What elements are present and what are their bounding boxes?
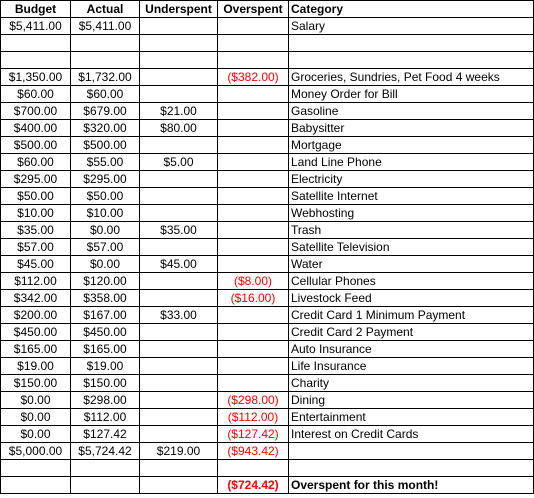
category-cell[interactable]: Electricity xyxy=(289,171,534,188)
actual-cell[interactable]: $10.00 xyxy=(71,205,140,222)
category-cell[interactable]: Gasoline xyxy=(289,103,534,120)
category-cell[interactable]: Satellite Television xyxy=(289,239,534,256)
budget-cell[interactable]: $50.00 xyxy=(1,188,71,205)
underspent-cell[interactable] xyxy=(140,409,218,426)
underspent-cell[interactable]: $21.00 xyxy=(140,103,218,120)
overspent-cell[interactable] xyxy=(218,171,289,188)
table-row xyxy=(1,222,534,239)
table-row xyxy=(1,86,534,103)
actual-cell[interactable] xyxy=(71,52,140,69)
table-row xyxy=(1,52,534,69)
budget-cell[interactable]: $0.00 xyxy=(1,426,71,443)
overspent-cell[interactable] xyxy=(218,18,289,35)
category-cell[interactable] xyxy=(289,35,534,52)
summary-budget-cell[interactable] xyxy=(1,477,71,494)
table-row xyxy=(1,307,534,324)
header-category[interactable]: Category xyxy=(289,1,534,18)
underspent-cell[interactable] xyxy=(140,341,218,358)
table-row xyxy=(1,341,534,358)
underspent-cell[interactable]: $33.00 xyxy=(140,307,218,324)
budget-cell[interactable]: $10.00 xyxy=(1,205,71,222)
underspent-cell[interactable] xyxy=(140,239,218,256)
underspent-cell[interactable] xyxy=(140,392,218,409)
underspent-cell[interactable]: $5.00 xyxy=(140,154,218,171)
overspent-cell[interactable] xyxy=(218,188,289,205)
overspent-cell[interactable]: ($298.00) xyxy=(218,392,289,409)
budget-cell[interactable] xyxy=(1,35,71,52)
summary-category-cell[interactable]: Overspent for this month! xyxy=(289,477,534,494)
category-cell[interactable]: Babysitter xyxy=(289,120,534,137)
overspent-cell[interactable] xyxy=(218,307,289,324)
summary-row xyxy=(1,477,534,494)
table-row xyxy=(1,171,534,188)
header-overspent[interactable]: Overspent xyxy=(218,1,289,18)
underspent-cell[interactable] xyxy=(140,35,218,52)
budget-cell[interactable]: $450.00 xyxy=(1,324,71,341)
table-row xyxy=(1,69,534,86)
table-row xyxy=(1,188,534,205)
overspent-cell[interactable]: ($943.42) xyxy=(218,443,289,460)
underspent-cell[interactable] xyxy=(140,324,218,341)
underspent-cell[interactable] xyxy=(140,460,218,477)
budget-cell[interactable]: $0.00 xyxy=(1,392,71,409)
underspent-cell[interactable]: $45.00 xyxy=(140,256,218,273)
budget-cell[interactable]: $500.00 xyxy=(1,137,71,154)
category-cell[interactable] xyxy=(289,443,534,460)
category-cell[interactable]: Credit Card 1 Minimum Payment xyxy=(289,307,534,324)
budget-cell[interactable]: $342.00 xyxy=(1,290,71,307)
header-actual[interactable]: Actual xyxy=(71,1,140,18)
underspent-cell[interactable] xyxy=(140,358,218,375)
category-cell[interactable]: Dining xyxy=(289,392,534,409)
actual-cell[interactable]: $295.00 xyxy=(71,171,140,188)
actual-cell[interactable]: $5,411.00 xyxy=(71,18,140,35)
actual-cell[interactable]: $679.00 xyxy=(71,103,140,120)
overspent-cell[interactable] xyxy=(218,222,289,239)
category-cell[interactable]: Mortgage xyxy=(289,137,534,154)
header-underspent[interactable]: Underspent xyxy=(140,1,218,18)
actual-cell[interactable]: $55.00 xyxy=(71,154,140,171)
category-cell[interactable]: Entertainment xyxy=(289,409,534,426)
overspent-cell[interactable]: ($127.42) xyxy=(218,426,289,443)
budget-cell[interactable]: $60.00 xyxy=(1,86,71,103)
budget-cell[interactable]: $295.00 xyxy=(1,171,71,188)
actual-cell[interactable]: $165.00 xyxy=(71,341,140,358)
table-row xyxy=(1,205,534,222)
actual-cell[interactable]: $298.00 xyxy=(71,392,140,409)
overspent-cell[interactable] xyxy=(218,324,289,341)
budget-cell[interactable]: $35.00 xyxy=(1,222,71,239)
overspent-cell[interactable]: ($112.00) xyxy=(218,409,289,426)
overspent-cell[interactable] xyxy=(218,341,289,358)
overspent-cell[interactable] xyxy=(218,35,289,52)
table-row xyxy=(1,426,534,443)
table-row xyxy=(1,35,534,52)
table-row xyxy=(1,290,534,307)
overspent-cell[interactable] xyxy=(218,256,289,273)
underspent-cell[interactable]: $35.00 xyxy=(140,222,218,239)
actual-cell[interactable]: $127.42 xyxy=(71,426,140,443)
table-row xyxy=(1,409,534,426)
table-row xyxy=(1,154,534,171)
table-row xyxy=(1,137,534,154)
actual-cell[interactable]: $0.00 xyxy=(71,222,140,239)
table-row xyxy=(1,460,534,477)
category-cell[interactable]: Auto Insurance xyxy=(289,341,534,358)
category-cell[interactable] xyxy=(289,52,534,69)
actual-cell[interactable]: $50.00 xyxy=(71,188,140,205)
overspent-cell[interactable]: ($8.00) xyxy=(218,273,289,290)
table-row xyxy=(1,375,534,392)
underspent-cell[interactable] xyxy=(140,273,218,290)
actual-cell[interactable]: $57.00 xyxy=(71,239,140,256)
overspent-cell[interactable] xyxy=(218,205,289,222)
table-row xyxy=(1,443,534,460)
actual-cell[interactable]: $320.00 xyxy=(71,120,140,137)
overspent-cell[interactable]: ($382.00) xyxy=(218,69,289,86)
table-row xyxy=(1,358,534,375)
summary-overspent-cell[interactable]: ($724.42) xyxy=(218,477,289,494)
underspent-cell[interactable] xyxy=(140,137,218,154)
actual-cell[interactable]: $60.00 xyxy=(71,86,140,103)
table-row xyxy=(1,239,534,256)
table-row xyxy=(1,324,534,341)
budget-cell[interactable]: $0.00 xyxy=(1,409,71,426)
budget-cell[interactable]: $57.00 xyxy=(1,239,71,256)
actual-cell[interactable]: $5,724.42 xyxy=(71,443,140,460)
budget-cell[interactable] xyxy=(1,460,71,477)
actual-cell[interactable] xyxy=(71,35,140,52)
budget-cell[interactable]: $60.00 xyxy=(1,154,71,171)
overspent-cell[interactable] xyxy=(218,358,289,375)
actual-cell[interactable]: $150.00 xyxy=(71,375,140,392)
category-cell[interactable]: Credit Card 2 Payment xyxy=(289,324,534,341)
underspent-cell[interactable] xyxy=(140,188,218,205)
category-cell[interactable]: Trash xyxy=(289,222,534,239)
budget-cell[interactable]: $5,000.00 xyxy=(1,443,71,460)
budget-cell[interactable]: $165.00 xyxy=(1,341,71,358)
table-row xyxy=(1,120,534,137)
actual-cell[interactable]: $120.00 xyxy=(71,273,140,290)
underspent-cell[interactable] xyxy=(140,375,218,392)
table-row xyxy=(1,256,534,273)
actual-cell[interactable] xyxy=(71,460,140,477)
underspent-cell[interactable]: $219.00 xyxy=(140,443,218,460)
table-row xyxy=(1,103,534,120)
overspent-cell[interactable] xyxy=(218,460,289,477)
category-cell[interactable]: Life Insurance xyxy=(289,358,534,375)
summary-actual-cell[interactable] xyxy=(71,477,140,494)
actual-cell[interactable]: $450.00 xyxy=(71,324,140,341)
budget-cell[interactable] xyxy=(1,52,71,69)
underspent-cell[interactable] xyxy=(140,69,218,86)
category-cell[interactable]: Interest on Credit Cards xyxy=(289,426,534,443)
category-cell[interactable]: Money Order for Bill xyxy=(289,86,534,103)
overspent-cell[interactable] xyxy=(218,375,289,392)
header-row xyxy=(1,1,534,18)
underspent-cell[interactable] xyxy=(140,205,218,222)
category-cell[interactable]: Land Line Phone xyxy=(289,154,534,171)
overspent-cell[interactable] xyxy=(218,239,289,256)
summary-underspent-cell[interactable] xyxy=(140,477,218,494)
category-cell[interactable]: Satellite Internet xyxy=(289,188,534,205)
overspent-cell[interactable] xyxy=(218,154,289,171)
table-row xyxy=(1,273,534,290)
budget-cell[interactable]: $700.00 xyxy=(1,103,71,120)
budget-cell[interactable]: $19.00 xyxy=(1,358,71,375)
underspent-cell[interactable] xyxy=(140,18,218,35)
overspent-cell[interactable] xyxy=(218,103,289,120)
category-cell[interactable]: Charity xyxy=(289,375,534,392)
category-cell[interactable]: Cellular Phones xyxy=(289,273,534,290)
budget-cell[interactable]: $400.00 xyxy=(1,120,71,137)
underspent-cell[interactable] xyxy=(140,86,218,103)
budget-cell[interactable]: $1,350.00 xyxy=(1,69,71,86)
category-cell[interactable]: Salary xyxy=(289,18,534,35)
actual-cell[interactable]: $358.00 xyxy=(71,290,140,307)
actual-cell[interactable]: $1,732.00 xyxy=(71,69,140,86)
category-cell[interactable] xyxy=(289,460,534,477)
category-cell[interactable]: Groceries, Sundries, Pet Food 4 weeks xyxy=(289,69,534,86)
header-budget[interactable]: Budget xyxy=(1,1,71,18)
budget-cell[interactable]: $45.00 xyxy=(1,256,71,273)
underspent-cell[interactable] xyxy=(140,290,218,307)
category-cell[interactable]: Water xyxy=(289,256,534,273)
budget-cell[interactable]: $112.00 xyxy=(1,273,71,290)
actual-cell[interactable]: $500.00 xyxy=(71,137,140,154)
budget-cell[interactable]: $150.00 xyxy=(1,375,71,392)
actual-cell[interactable]: $19.00 xyxy=(71,358,140,375)
overspent-cell[interactable] xyxy=(218,120,289,137)
category-cell[interactable]: Webhosting xyxy=(289,205,534,222)
underspent-cell[interactable]: $80.00 xyxy=(140,120,218,137)
overspent-cell[interactable]: ($16.00) xyxy=(218,290,289,307)
category-cell[interactable]: Livestock Feed xyxy=(289,290,534,307)
overspent-cell[interactable] xyxy=(218,137,289,154)
overspent-cell[interactable] xyxy=(218,52,289,69)
table-row xyxy=(1,392,534,409)
budget-cell[interactable]: $5,411.00 xyxy=(1,18,71,35)
actual-cell[interactable]: $0.00 xyxy=(71,256,140,273)
underspent-cell[interactable] xyxy=(140,171,218,188)
sheet-body xyxy=(1,18,534,477)
budget-cell[interactable]: $200.00 xyxy=(1,307,71,324)
actual-cell[interactable]: $112.00 xyxy=(71,409,140,426)
underspent-cell[interactable] xyxy=(140,426,218,443)
overspent-cell[interactable] xyxy=(218,86,289,103)
underspent-cell[interactable] xyxy=(140,52,218,69)
actual-cell[interactable]: $167.00 xyxy=(71,307,140,324)
table-row xyxy=(1,18,534,35)
